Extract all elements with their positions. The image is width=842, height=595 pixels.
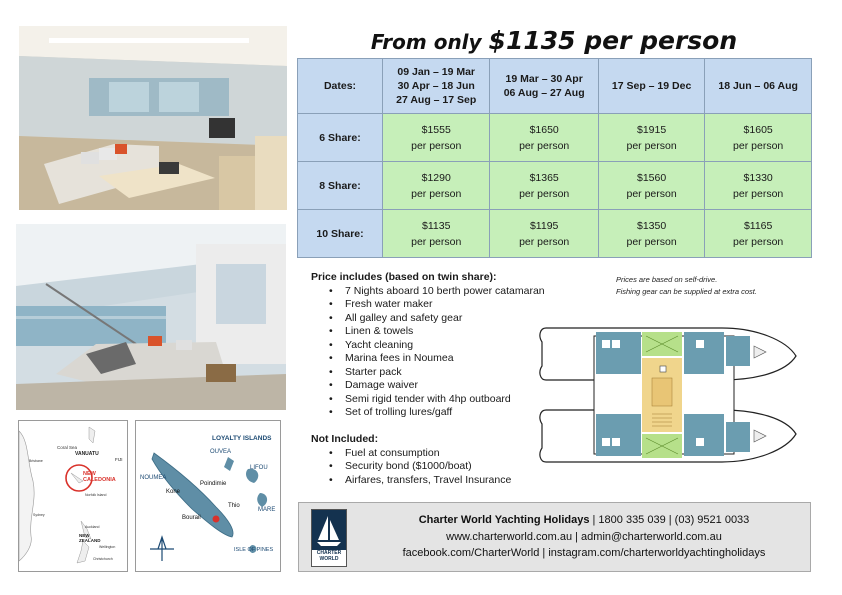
map-label-fiji: FIJI bbox=[115, 457, 123, 462]
logo-text: CHARTER WORLD bbox=[316, 550, 342, 562]
charter-world-logo bbox=[311, 509, 347, 567]
price-cell bbox=[598, 210, 704, 258]
list-item: • Yacht cleaning bbox=[329, 339, 591, 353]
list-item: • Fresh water maker bbox=[329, 298, 591, 312]
price-cell bbox=[490, 210, 598, 258]
dates-label: Dates: bbox=[298, 59, 383, 114]
price-value: $1605 bbox=[743, 123, 773, 136]
date-range: 17 Sep – 19 Dec bbox=[611, 80, 692, 92]
date-column-2 bbox=[490, 59, 598, 114]
price-cell bbox=[383, 210, 490, 258]
price-value: $1195 bbox=[529, 219, 559, 232]
island-map bbox=[135, 420, 281, 572]
map-label-ouvea: OUVEA bbox=[210, 449, 232, 455]
per-person-text: per person bbox=[626, 187, 677, 200]
date-column-3 bbox=[598, 59, 704, 114]
price-value: $1290 bbox=[421, 171, 451, 184]
map-label-kone: Kone bbox=[166, 489, 181, 495]
price-cell bbox=[598, 162, 704, 210]
salon-photo bbox=[19, 26, 287, 210]
footer-company-line bbox=[359, 514, 809, 526]
sailboat-icon bbox=[312, 510, 346, 550]
list-item: • Linen & towels bbox=[329, 325, 591, 339]
per-person-text: per person bbox=[733, 139, 784, 152]
headline bbox=[298, 26, 810, 55]
pricing-notes bbox=[616, 274, 757, 298]
deck-plan-diagram bbox=[536, 322, 800, 473]
map-label-wellington: Wellington bbox=[99, 545, 116, 549]
date-column-1 bbox=[383, 59, 490, 114]
company-name: Charter World Yachting Holidays bbox=[418, 514, 590, 526]
map-title-loyalty-islands: LOYALTY ISLANDS bbox=[212, 435, 272, 442]
map-label-lifou: LIFOU bbox=[250, 465, 268, 471]
price-value: $1135 bbox=[422, 219, 451, 232]
phone-numbers: | 1800 335 039 | (03) 9521 0033 bbox=[589, 514, 750, 526]
map-label-isle-of-pines: ISLE OF PINES bbox=[234, 547, 274, 553]
includes-title: Price includes (based on twin share): bbox=[311, 271, 497, 283]
list-item: • 7 Nights aboard 10 berth power catamaran bbox=[329, 285, 591, 299]
per-person-text: per person bbox=[626, 139, 677, 152]
list-item: • Semi rigid tender with 4hp outboard bbox=[329, 393, 591, 407]
note-fishing-gear: Fishing gear can be supplied at extra cost. bbox=[616, 287, 757, 296]
cockpit-photo bbox=[16, 224, 286, 410]
date-range: 18 Jun – 06 Aug bbox=[718, 80, 798, 92]
map-label-sydney: Sydney bbox=[33, 513, 45, 517]
price-cell bbox=[490, 162, 598, 210]
map-label-vanuatu: VANUATU bbox=[75, 451, 99, 457]
price-cell bbox=[705, 114, 812, 162]
row-label: 10 Share: bbox=[298, 210, 383, 258]
list-item: • Airfares, transfers, Travel Insurance bbox=[329, 474, 591, 488]
pricing-row-8-share bbox=[298, 162, 812, 210]
per-person-text: per person bbox=[519, 187, 570, 200]
map-label-mare: MARE bbox=[258, 507, 276, 513]
date-range: 27 Aug – 17 Sep bbox=[396, 94, 477, 106]
note-self-drive: Prices are based on self-drive. bbox=[616, 275, 718, 284]
date-range: 30 Apr – 18 Jun bbox=[397, 80, 475, 92]
headline-prefix: From only bbox=[370, 30, 482, 54]
per-person-text: per person bbox=[411, 187, 462, 200]
map-label-christchurch: Christchurch bbox=[93, 557, 113, 561]
date-range: 19 Mar – 30 Apr bbox=[505, 73, 583, 85]
pricing-row-6-share bbox=[298, 114, 812, 162]
list-item: • Marina fees in Noumea bbox=[329, 352, 591, 366]
list-item: • Starter pack bbox=[329, 366, 591, 380]
pricing-table bbox=[297, 58, 812, 258]
map-label-poindimie: Poindimie bbox=[200, 481, 227, 487]
map-label-thio: Thio bbox=[228, 503, 240, 509]
price-cell bbox=[705, 162, 812, 210]
per-person-text: per person bbox=[519, 235, 570, 248]
per-person-text: per person bbox=[411, 235, 462, 248]
price-value: $1350 bbox=[637, 219, 667, 232]
map-label-bourail: Bourail bbox=[182, 515, 201, 521]
map-label-norfolk: Norfolk Island bbox=[85, 493, 107, 497]
map-label-new-zealand: NEW ZEALAND bbox=[79, 533, 101, 543]
map-label-noumea-region: NOUMEA bbox=[140, 475, 167, 481]
list-item: • Security bond ($1000/boat) bbox=[329, 460, 591, 474]
date-column-4 bbox=[705, 59, 812, 114]
pricing-row-10-share bbox=[298, 210, 812, 258]
row-label: 8 Share: bbox=[298, 162, 383, 210]
pricing-header-row bbox=[298, 59, 812, 114]
price-value: $1330 bbox=[743, 171, 773, 184]
not-included-title: Not Included: bbox=[311, 433, 379, 445]
headline-price: $1135 per person bbox=[488, 26, 738, 55]
per-person-text: per person bbox=[519, 139, 570, 152]
price-value: $1555 bbox=[421, 123, 451, 136]
price-cell bbox=[383, 114, 490, 162]
price-value: $1165 bbox=[743, 219, 773, 232]
list-item: • Damage waiver bbox=[329, 379, 591, 393]
map-label-brisbane: Brisbane bbox=[29, 459, 43, 463]
list-item: • All galley and safety gear bbox=[329, 312, 591, 326]
date-range: 09 Jan – 19 Mar bbox=[397, 66, 476, 78]
price-cell bbox=[705, 210, 812, 258]
map-label-new-caledonia: NEW CALEDONIA bbox=[83, 471, 116, 483]
per-person-text: per person bbox=[733, 187, 784, 200]
list-item: • Set of trolling lures/gaff bbox=[329, 406, 591, 420]
list-item: • Fuel at consumption bbox=[329, 447, 591, 461]
price-cell bbox=[383, 162, 490, 210]
price-cell bbox=[490, 114, 598, 162]
per-person-text: per person bbox=[733, 235, 784, 248]
contact-footer bbox=[298, 502, 811, 572]
per-person-text: per person bbox=[411, 139, 462, 152]
price-cell bbox=[598, 114, 704, 162]
date-range: 06 Aug – 27 Aug bbox=[503, 87, 585, 99]
footer-social-links[interactable]: facebook.com/CharterWorld | instagram.com/charterworldyachtingholidays bbox=[402, 547, 766, 559]
price-value: $1650 bbox=[529, 123, 559, 136]
price-value: $1915 bbox=[637, 123, 667, 136]
row-label: 6 Share: bbox=[298, 114, 383, 162]
price-value: $1560 bbox=[637, 171, 667, 184]
map-label-coral-sea: Coral Sea bbox=[57, 445, 78, 450]
per-person-text: per person bbox=[626, 235, 677, 248]
map-label-auckland: Auckland bbox=[85, 525, 100, 529]
region-map bbox=[18, 420, 128, 572]
footer-web-email[interactable]: www.charterworld.com.au | admin@charterworld.com.au bbox=[446, 531, 722, 543]
price-value: $1365 bbox=[529, 171, 559, 184]
